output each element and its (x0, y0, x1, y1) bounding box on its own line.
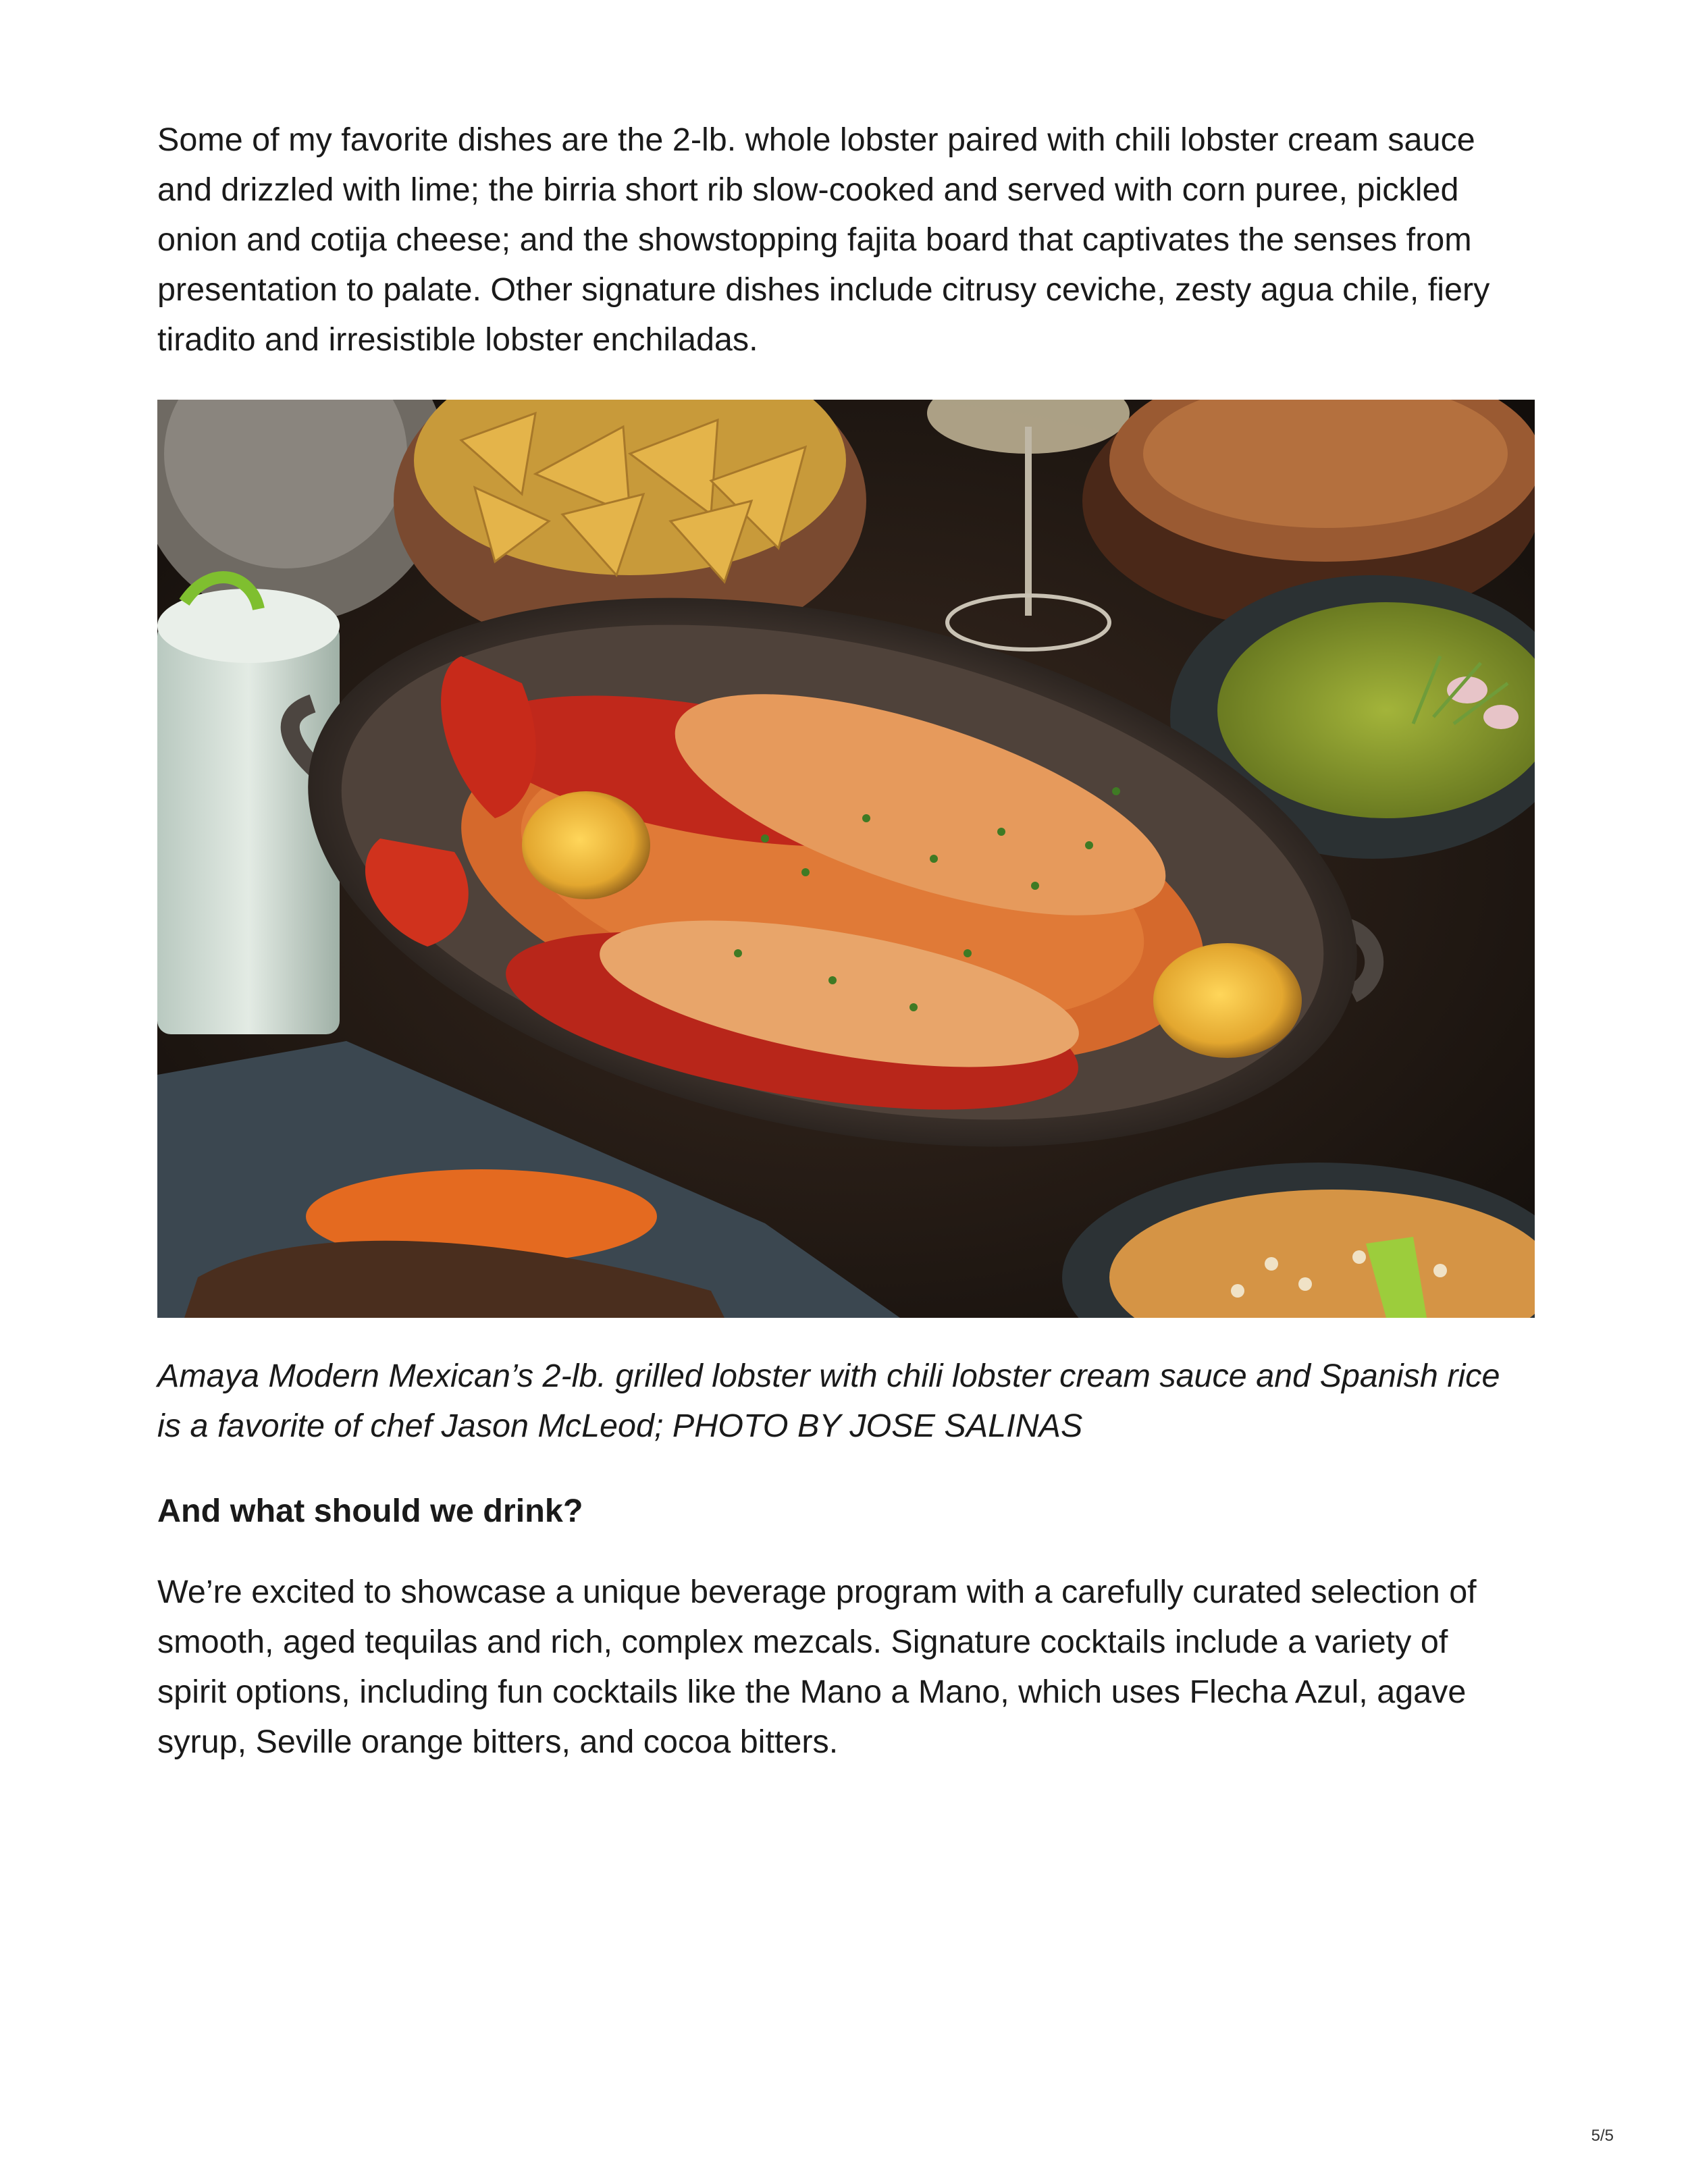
drink-line: syrup, Seville orange bitters, and cocoa bitters. (157, 1724, 839, 1760)
intro-line: and drizzled with lime; the birria short rib slow-cooked and served with corn puree, pickled (157, 171, 1459, 208)
drink-paragraph (157, 1567, 1535, 1767)
intro-line: onion and cotija cheese; and the showstopping fajita board that captivates the senses from (157, 221, 1472, 258)
drink-line: spirit options, including fun cocktails like the Mano a Mano, which uses Flecha Azul, agave (157, 1674, 1467, 1710)
intro-paragraph (157, 115, 1535, 365)
article-body (157, 115, 1535, 365)
drink-line: We’re excited to showcase a unique beverage program with a carefully curated selection of (157, 1574, 1477, 1610)
drink-section (157, 1567, 1535, 1767)
intro-line: Some of my favorite dishes are the 2-lb. whole lobster paired with chili lobster cream sauce (157, 122, 1475, 158)
caption-line: Amaya Modern Mexican’s 2-lb. grilled lobster with chili lobster cream sauce and Spanish rice (157, 1358, 1500, 1394)
caption-line: is a favorite of chef Jason McLeod; PHOTO BY JOSE SALINAS (157, 1408, 1083, 1444)
lobster-dish-image (157, 400, 1535, 1318)
page-number: 5/5 (1591, 2127, 1614, 2145)
intro-line: tiradito and irresistible lobster enchiladas. (157, 321, 758, 358)
drink-line: smooth, aged tequilas and rich, complex mezcals. Signature cocktails include a variety of (157, 1624, 1448, 1660)
article-photo (157, 400, 1535, 1318)
intro-line: presentation to palate. Other signature dishes include citrusy ceviche, zesty agua chile, fiery (157, 271, 1490, 308)
section-heading: And what should we drink? (157, 1493, 583, 1529)
photo-caption (157, 1351, 1535, 1451)
